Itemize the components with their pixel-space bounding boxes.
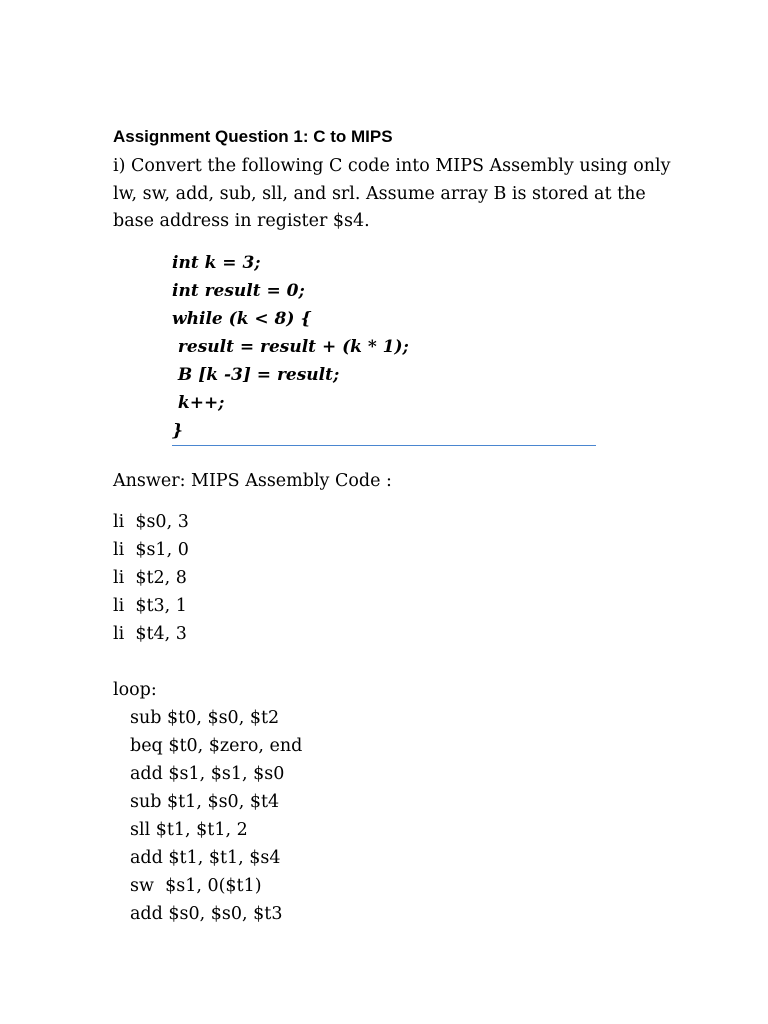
question-line: i) Convert the following C code into MIPS Assembly using only — [113, 156, 671, 176]
mips-loop-line: sll $t1, $t1, 2 — [130, 820, 248, 840]
mips-init-block — [113, 508, 189, 648]
c-code-line: int result = 0; — [172, 281, 305, 301]
mips-init-line: li $t4, 3 — [113, 624, 187, 644]
mips-init-line: li $t2, 8 — [113, 568, 187, 588]
mips-loop-block — [113, 676, 302, 928]
mips-init-line: li $s0, 3 — [113, 512, 189, 532]
mips-loop-line: sub $t0, $s0, $t2 — [130, 708, 280, 728]
question-line: base address in register $s4. — [113, 211, 370, 231]
c-code-line: int k = 3; — [172, 253, 261, 273]
mips-loop-line: beq $t0, $zero, end — [130, 736, 303, 756]
loop-label: loop: — [113, 680, 157, 700]
question-line: lw, sw, add, sub, sll, and srl. Assume array B is stored at the — [113, 183, 646, 204]
mips-loop-line: add $t1, $t1, $s4 — [130, 848, 281, 868]
c-code-line: } — [172, 421, 183, 441]
c-code-line: result = result + (k * 1); — [172, 337, 409, 357]
answer-label: Answer: MIPS Assembly Code : — [113, 471, 392, 491]
mips-init-line: li $t3, 1 — [113, 596, 187, 616]
question-text — [113, 153, 673, 236]
assignment-heading: Assignment Question 1: C to MIPS — [113, 127, 393, 146]
mips-loop-line: add $s1, $s1, $s0 — [130, 764, 285, 784]
mips-init-line: li $s1, 0 — [113, 540, 189, 560]
mips-loop-line: sw $s1, 0($t1) — [130, 876, 262, 896]
c-code-line: B [k -3] = result; — [172, 365, 340, 385]
mips-loop-line: sub $t1, $s0, $t4 — [130, 792, 280, 812]
c-code-line: while (k < 8) { — [172, 309, 312, 329]
c-code-line: k++; — [172, 393, 225, 413]
c-code-block — [172, 249, 602, 445]
mips-loop-line: add $s0, $s0, $t3 — [130, 904, 283, 924]
horizontal-rule — [172, 445, 596, 446]
